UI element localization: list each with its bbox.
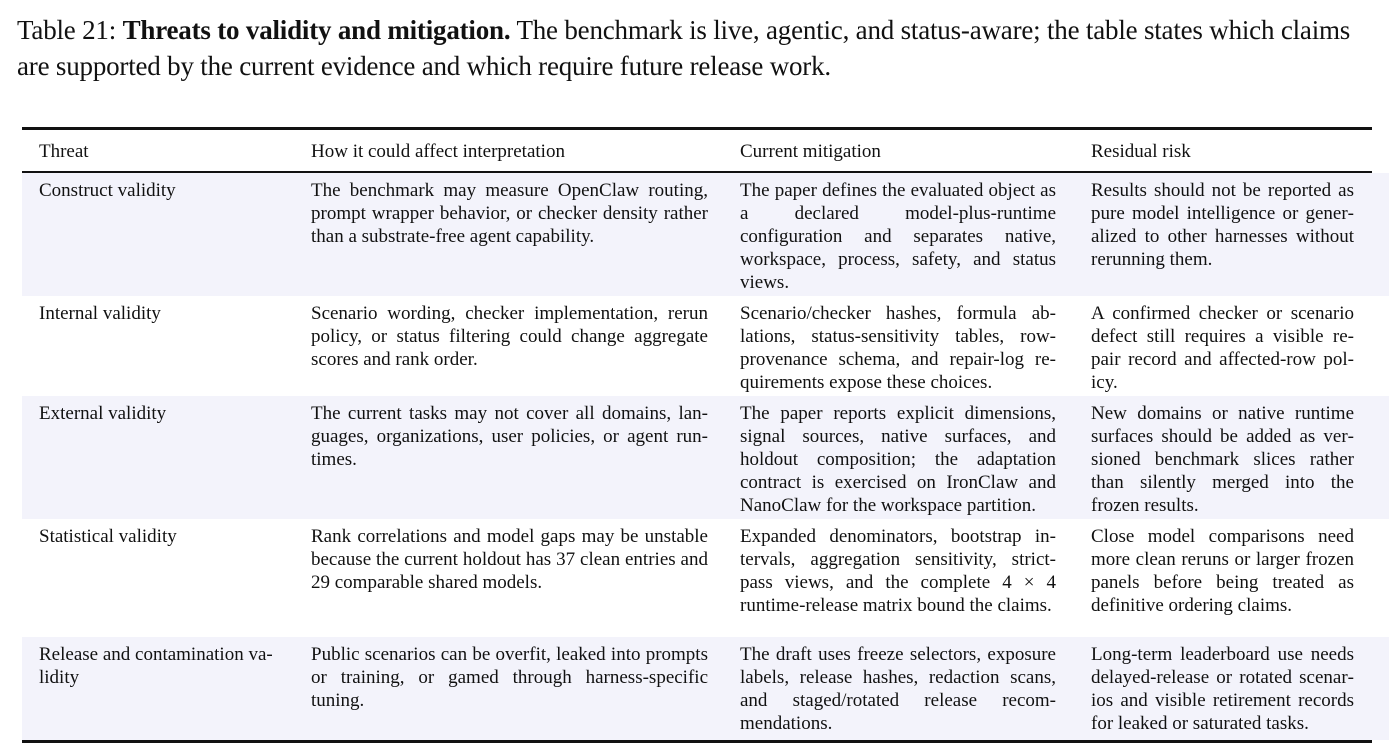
header-threat: Threat [39, 141, 89, 162]
cell-risk: Close model comparisons need more clean reruns or larger frozen panels before being treated as definitive ordering claims. [1091, 525, 1354, 616]
cell-mitigation: Expanded denominators, bootstrap intervals, aggregation sensitivity, strict-pass views, and the complete 4 × 4 runtime-release matrix bound the claims. [740, 525, 1056, 616]
cell-risk: Results should not be reported as pure model intelligence or generalized to other harnesses without rerunning them. [1091, 179, 1354, 270]
cell-threat: External validity [39, 402, 167, 424]
cell-risk: A confirmed checker or scenario defect still requires a visible repair record and affected-row policy. [1091, 302, 1354, 393]
header-mitigation: Current mitigation [740, 141, 881, 162]
cell-effect: Scenario wording, checker implementation, rerun policy, or status filtering could change aggregate scores and rank order. [311, 302, 708, 370]
cell-effect: The benchmark may measure OpenClaw routing, prompt wrapper behavior, or checker density rather than a substrate-free agent capability. [311, 179, 708, 247]
cell-mitigation: The paper reports explicit dimensions, signal sources, native surfaces, and holdout composition; the adaptation contract is exercised on IronClaw and NanoClaw for the workspace partition. [740, 402, 1056, 516]
cell-threat: Construct validity [39, 179, 176, 201]
header-effect: How it could affect interpretation [311, 141, 565, 162]
table-row [22, 396, 1389, 519]
header-risk: Residual risk [1091, 141, 1191, 162]
cell-mitigation: The paper defines the evaluated object as a declared model-plus-runtime configuration and separates native, workspace, process, safety, and status views. [740, 179, 1056, 293]
table-row [22, 637, 1389, 740]
table-caption [17, 12, 1387, 84]
cell-effect: Rank correlations and model gaps may be unstable because the current holdout has 37 clean entries and 29 comparable shared models. [311, 525, 708, 593]
cell-effect: The current tasks may not cover all domains, languages, organizations, user policies, or agent runtimes. [311, 402, 708, 470]
caption-text: The benchmark is live, agentic, and status-aware; the table states which claims are supported by the current evidence and which require future release work. [17, 15, 1351, 81]
cell-threat: Statistical validity [39, 525, 177, 547]
table-bottom-rule [22, 740, 1372, 743]
cell-effect: Public scenarios can be overfit, leaked into prompts or training, or gamed through harness-specific tuning. [311, 643, 708, 711]
table-header-row [22, 130, 1389, 171]
cell-risk: New domains or native runtime surfaces should be added as versioned benchmark slices rather than silently merged into the frozen results. [1091, 402, 1354, 516]
cell-threat: Internal validity [39, 302, 161, 324]
threats-table [22, 127, 1372, 743]
caption-title: Threats to validity and mitigation. [122, 15, 511, 45]
table-row [22, 296, 1389, 396]
caption-label: Table 21: [17, 15, 117, 45]
cell-threat: Release and contamination validity [39, 643, 273, 688]
table-row [22, 173, 1389, 296]
cell-mitigation: The draft uses freeze selectors, exposure labels, release hashes, redaction scans, and staged/rotated release recommendations. [740, 643, 1056, 734]
cell-mitigation: Scenario/checker hashes, formula ablations, status-sensitivity tables, row-provenance schema, and repair-log requirements expose these choices. [740, 302, 1056, 393]
table-row [22, 519, 1389, 637]
cell-risk: Long-term leaderboard use needs delayed-release or rotated scenarios and visible retirement records for leaked or saturated tasks. [1091, 643, 1354, 734]
